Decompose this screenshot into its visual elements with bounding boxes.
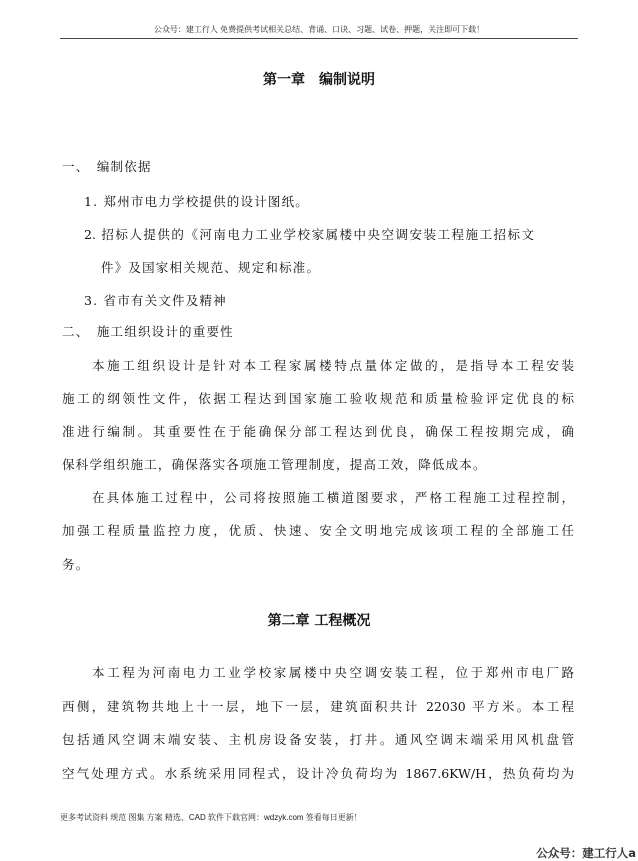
section2-heading: 二、 施工组织设计的重要性	[62, 324, 234, 339]
list-item: 件》及国家相关规范、规定和标准。	[101, 260, 321, 275]
paragraph-line: 准进行编制。其重要性在于能确保分部工程达到优良，确保工程按期完成，确	[62, 424, 574, 439]
header-rule	[60, 38, 578, 39]
list-item: 1. 郑州市电力学校提供的设计图纸。	[84, 194, 310, 209]
list-item: 3. 省市有关文件及精神	[84, 293, 227, 308]
paragraph-line: 空气处理方式。水系统采用同程式，设计冷负荷均为 1867.6KW/H，热负荷均为	[62, 766, 574, 781]
footer-text: 更多考试资料 规范 图集 方案 精选、CAD 软件下载官网：wdzyk.com 签看每日更新！	[60, 813, 362, 822]
paragraph-line: 在具体施工过程中，公司将按照施工横道图要求，严格工程施工过程控制，	[92, 490, 574, 505]
paragraph-line: 包括通风空调末端安装、主机房设备安装，打井。通风空调末端采用风机盘管	[62, 732, 574, 747]
list-item: 2. 招标人提供的《河南电力工业学校家属楼中央空调安装工程施工招标文	[84, 227, 534, 242]
watermark: 公众号：建工行人a	[536, 846, 636, 860]
chapter2-title: 第二章 工程概况	[267, 613, 371, 629]
section1-heading: 一、 编制依据	[62, 159, 152, 174]
paragraph-line: 加强工程质量监控力度，优质、快速、安全文明地完成该项工程的全部施工任	[62, 523, 574, 538]
chapter1-title: 第一章 编制说明	[263, 72, 375, 88]
paragraph-line: 务。	[62, 557, 90, 572]
paragraph-line: 西侧，建筑物共地上十一层，地下一层，建筑面积共计 22030 平方米。本工程	[62, 699, 574, 714]
paragraph-line: 本工程为河南电力工业学校家属楼中央空调安装工程，位于郑州市电厂路	[92, 665, 574, 680]
paragraph-line: 保科学组织施工，确保落实各项施工管理制度，提高工效，降低成本。	[62, 457, 487, 472]
paragraph-line: 本施工组织设计是针对本工程家属楼特点量体定做的，是指导本工程安装	[92, 358, 574, 373]
header-notice: 公众号：建工行人 免费提供考试相关总结、背诵、口诀、习题、试卷、押题，关注即可下载！	[153, 25, 485, 34]
paragraph-line: 施工的纲领性文件，依据工程达到国家施工验收规范和质量检验评定优良的标	[62, 391, 574, 406]
